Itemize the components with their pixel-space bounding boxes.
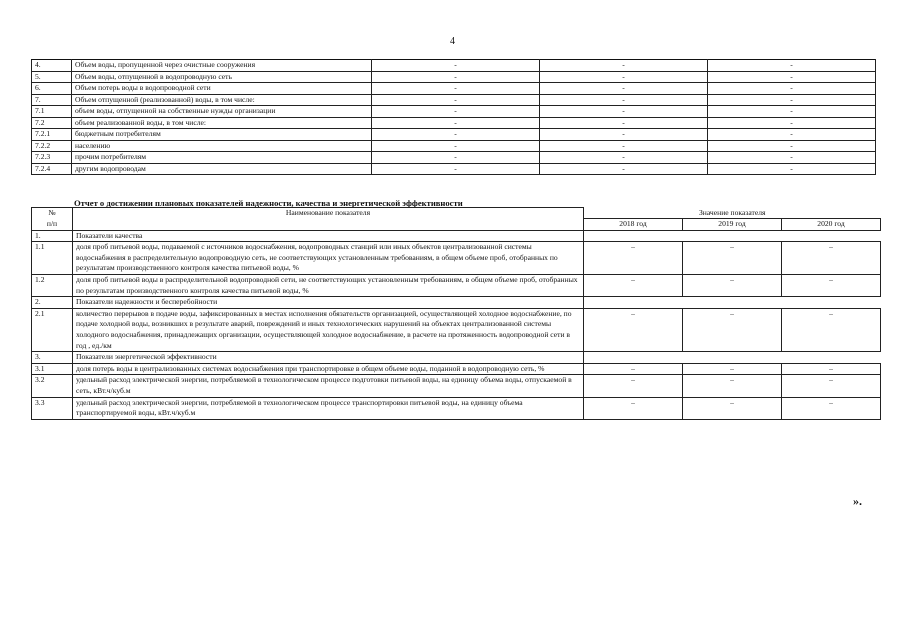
- section-blank: [584, 297, 881, 309]
- row-number: 7.2.4: [32, 163, 72, 175]
- table-row: [32, 152, 876, 164]
- section-title: Показатели качества: [73, 230, 584, 242]
- indicator-value: –: [782, 308, 881, 351]
- section-row: [32, 352, 881, 364]
- row-value: -: [540, 60, 708, 72]
- row-value: -: [708, 71, 876, 83]
- row-value: -: [708, 60, 876, 72]
- row-value: -: [372, 71, 540, 83]
- row-number: 1.1: [32, 242, 73, 275]
- row-name: объем воды, отпущенной на собственные нужды организации: [72, 106, 372, 118]
- col-header-name: Наименование показателя: [73, 208, 584, 231]
- row-number: 2.: [32, 297, 73, 309]
- table-row: [32, 397, 881, 419]
- row-value: -: [708, 129, 876, 141]
- page-number: 4: [450, 36, 455, 47]
- table-row: [32, 308, 881, 351]
- indicator-value: –: [584, 275, 683, 297]
- col-header-value-group: Значение показателя: [584, 208, 881, 219]
- indicator-value: –: [683, 363, 782, 375]
- indicator-value: –: [683, 397, 782, 419]
- section-row: [32, 297, 881, 309]
- row-number: 7.2.3: [32, 152, 72, 164]
- row-number: 4.: [32, 60, 72, 72]
- indicator-name: удельный расход электрической энергии, потребляемой в технологическом процессе транспортировки питьевой воды, на единицу объема транспортируемой воды, кВт.ч/куб.м: [73, 397, 584, 419]
- row-number: 6.: [32, 83, 72, 95]
- row-value: -: [540, 152, 708, 164]
- table-row: [32, 140, 876, 152]
- row-number: 3.2: [32, 375, 73, 397]
- section-row: [32, 230, 881, 242]
- row-number: 7.2: [32, 117, 72, 129]
- col-header-num: [32, 208, 73, 231]
- col-header-year-2018: 2018 год: [584, 219, 683, 231]
- indicator-value: –: [782, 242, 881, 275]
- row-number: 5.: [32, 71, 72, 83]
- section-title: Показатели энергетической эффективности: [73, 352, 584, 364]
- row-value: -: [372, 129, 540, 141]
- row-value: -: [372, 152, 540, 164]
- row-value: -: [708, 140, 876, 152]
- table-row: [32, 375, 881, 397]
- indicator-value: –: [584, 375, 683, 397]
- row-value: -: [708, 94, 876, 106]
- row-value: -: [540, 71, 708, 83]
- table-row: [32, 71, 876, 83]
- row-value: -: [540, 129, 708, 141]
- col-header-year-2020: 2020 год: [782, 219, 881, 231]
- volumes-table: [31, 59, 876, 175]
- row-number: 3.3: [32, 397, 73, 419]
- section-blank: [584, 230, 881, 242]
- indicator-value: –: [683, 308, 782, 351]
- row-name: бюджетным потребителям: [72, 129, 372, 141]
- row-name: Объем отпущенной (реализованной) воды, в том числе:: [72, 94, 372, 106]
- row-value: -: [372, 94, 540, 106]
- indicator-value: –: [584, 397, 683, 419]
- row-name: Объем воды, отпущенной в водопроводную сеть: [72, 71, 372, 83]
- table-row: [32, 129, 876, 141]
- indicator-value: –: [782, 275, 881, 297]
- table-row: [32, 83, 876, 95]
- row-value: -: [540, 94, 708, 106]
- report-title-text: Отчет о достижении плановых показателей надежности, качества и энергетической эффективности: [74, 198, 463, 208]
- row-value: -: [540, 83, 708, 95]
- row-number: 2.1: [32, 308, 73, 351]
- row-value: -: [540, 140, 708, 152]
- row-number: 7.: [32, 94, 72, 106]
- indicator-value: –: [584, 308, 683, 351]
- indicators-table: [31, 207, 881, 420]
- indicator-value: –: [683, 275, 782, 297]
- row-value: -: [540, 163, 708, 175]
- row-number: 3.1: [32, 363, 73, 375]
- indicator-name: количество перерывов в подаче воды, зафиксированных в местах исполнения обязательств организацией, осуществляющей холодное водоснабжение, по подаче холодной воды, возникших в результате аварий, повреждений и иных технологических нарушений на объектах централизованной системы холодного водоснабжения, принадлежащих организации, осуществляющей холодное водоснабжение, в расчете на протяженность водопроводной сети в год , ед./км: [73, 308, 584, 351]
- row-value: -: [708, 106, 876, 118]
- row-value: -: [540, 117, 708, 129]
- indicator-name: доля потерь воды в централизованных системах водоснабжения при транспортировке в общем объеме воды, поданной в водопроводную сеть, %: [73, 363, 584, 375]
- row-name: населению: [72, 140, 372, 152]
- indicator-value: –: [782, 363, 881, 375]
- table-row: [32, 117, 876, 129]
- table-row: [32, 94, 876, 106]
- indicator-value: –: [683, 375, 782, 397]
- row-number: 7.2.1: [32, 129, 72, 141]
- row-value: -: [708, 152, 876, 164]
- row-value: -: [708, 117, 876, 129]
- table-row: [32, 275, 881, 297]
- row-value: -: [372, 117, 540, 129]
- row-value: -: [708, 83, 876, 95]
- row-value: -: [372, 60, 540, 72]
- row-value: -: [540, 106, 708, 118]
- row-number: 1.2: [32, 275, 73, 297]
- row-value: -: [372, 163, 540, 175]
- indicator-value: –: [584, 363, 683, 375]
- indicator-value: –: [683, 242, 782, 275]
- row-number: 3.: [32, 352, 73, 364]
- indicator-value: –: [782, 375, 881, 397]
- table-row: [32, 163, 876, 175]
- row-name: Объем потерь воды в водопроводной сети: [72, 83, 372, 95]
- section-blank: [584, 352, 881, 364]
- col-header-year-2019: 2019 год: [683, 219, 782, 231]
- indicator-name: доля проб питьевой воды в распределительной водопроводной сети, не соответствующих установленным требованиям, в общем объеме проб, отобранных по результатам производственного контроля качества питьевой воды, %: [73, 275, 584, 297]
- indicator-name: доля проб питьевой воды, подаваемой с источников водоснабжения, водопроводных станций или иных объектов централизованной системы водоснабжения в распределительную водопроводную сеть, не соответствующих установленным требованиям, в общем объеме проб, отобранных по результатам производственного контроля качества питьевой воды, %: [73, 242, 584, 275]
- indicator-name: удельный расход электрической энергии, потребляемой в технологическом процессе подготовки питьевой воды, на единицу объема воды, отпускаемой в сеть, кВт.ч/куб.м: [73, 375, 584, 397]
- row-value: -: [708, 163, 876, 175]
- row-value: -: [372, 106, 540, 118]
- table-row: [32, 242, 881, 275]
- row-name: другим водопроводам: [72, 163, 372, 175]
- closing-quote-mark: ».: [853, 494, 862, 508]
- row-number: 7.2.2: [32, 140, 72, 152]
- table-row: [32, 363, 881, 375]
- indicator-value: –: [584, 242, 683, 275]
- indicator-value: –: [782, 397, 881, 419]
- table-row: [32, 60, 876, 72]
- row-value: -: [372, 140, 540, 152]
- row-number: 7.1: [32, 106, 72, 118]
- row-name: прочим потребителям: [72, 152, 372, 164]
- section-title: Показатели надежности и бесперебойности: [73, 297, 584, 309]
- col-header-num-text: № п/п: [46, 208, 58, 228]
- row-name: объем реализованной воды, в том числе:: [72, 117, 372, 129]
- row-name: Объем воды, пропущенной через очистные сооружения: [72, 60, 372, 72]
- table-row: [32, 106, 876, 118]
- row-number: 1.: [32, 230, 73, 242]
- row-value: -: [372, 83, 540, 95]
